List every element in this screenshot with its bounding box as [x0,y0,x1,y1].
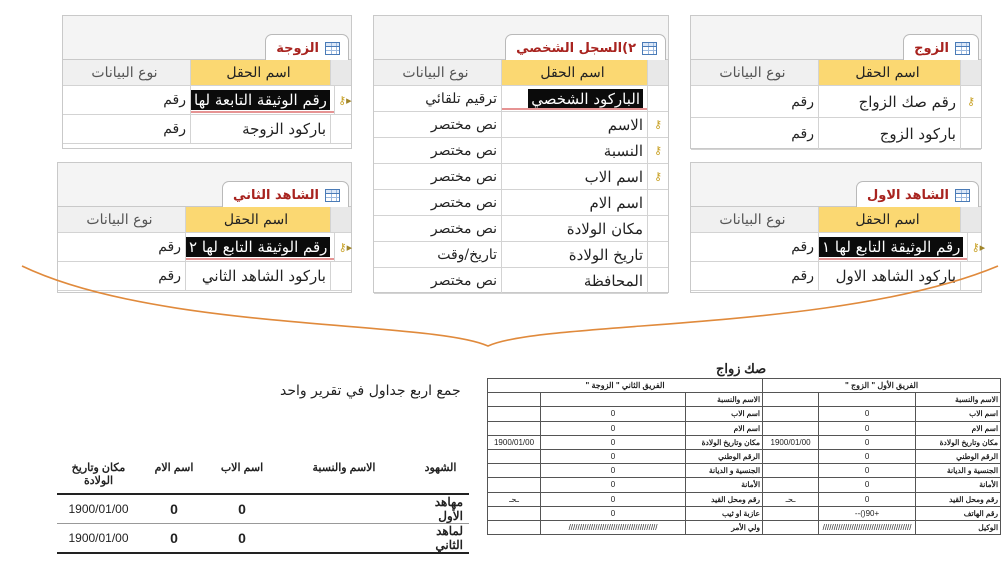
table-row [488,520,1001,534]
party1-extra [763,506,819,520]
table-row[interactable] [691,233,986,262]
row-selector[interactable]: ⚷ ▸ [338,240,353,254]
witness-label: مهاهد الأول [412,494,469,524]
design-grid [374,60,668,292]
tab-bar [374,16,668,60]
certificate-header-row [488,379,1001,393]
party2-extra [488,449,541,463]
row-selector[interactable] [648,216,668,241]
party2-value: 0 [541,407,686,421]
data-type-cell[interactable]: رقم [63,86,191,114]
table-row [488,435,1001,449]
field-name-cell[interactable]: الاسم [502,112,648,137]
grid-header [63,60,351,86]
row-selector[interactable] [648,112,668,137]
design-grid [691,207,986,292]
caption-text: جمع اربع جداول في تقرير واحد [280,383,461,399]
party1-extra [763,449,819,463]
design-grid [58,207,351,292]
table-panel-personal-record [373,15,669,293]
key-icon: ⚷ [653,118,663,131]
party1-label: رقم الهاتف [916,506,1001,520]
field-name-cell[interactable]: رقم صك الزواج [819,86,961,117]
tab-personal-record[interactable] [505,34,666,61]
party1-extra [763,464,819,478]
party2-label: ولي الأمر [686,520,763,534]
row-selector-header [331,60,351,85]
field-name-cell[interactable]: النسبة [502,138,648,163]
party1-label: الاسم والنسبة [916,393,1001,407]
table-row[interactable] [374,216,668,242]
party1-extra [763,407,819,421]
party2-extra [488,421,541,435]
party2-extra [488,407,541,421]
header-field-name: اسم الحقل [819,60,961,85]
data-type-cell[interactable]: تاريخ/وقت [374,242,502,267]
party1-value: 0 [819,421,916,435]
key-icon: ⚷ [653,170,663,183]
row-selector-header [961,207,981,232]
party1-value: +90()-- [819,506,916,520]
row-selector-header [331,207,351,232]
witness-label: لماهد الثاني [412,524,469,554]
table-row[interactable] [691,86,981,118]
party1-extra [763,478,819,492]
primary-key-icon: ⚷ [338,240,347,254]
party1-extra [763,393,819,407]
party2-extra: 1900/01/00 [488,435,541,449]
grid-header [691,60,981,86]
row-selector[interactable] [648,190,668,215]
field-name-cell[interactable]: باركود الشاهد الثاني [186,262,331,290]
row-selector[interactable] [648,164,668,189]
party1-label: الجنسية و الديانة [916,464,1001,478]
table-icon [325,42,340,55]
name-cell [276,494,412,524]
party1-label: رقم ومحل القيد [916,492,1001,506]
party2-value: 0 [541,449,686,463]
data-type-cell[interactable]: رقم [691,118,819,149]
father-cell: 0 [208,494,276,524]
table-row[interactable] [374,268,668,294]
header-data-type: نوع البيانات [691,207,819,232]
row-selector[interactable] [648,268,668,293]
design-grid [691,60,981,148]
party2-extra [488,393,541,407]
party2-label: اسم الاب [686,407,763,421]
party1-label: مكان وتاريخ الولادة [916,435,1001,449]
header-field-name: اسم الحقل [186,207,331,232]
party2-value [541,393,686,407]
column-header: الاسم والنسبة [276,458,412,494]
tab-witness1[interactable] [856,181,979,208]
table-row[interactable] [374,164,668,190]
party1-value: //////////////////////////////////////// [819,520,916,534]
mother-cell: 0 [140,494,208,524]
party1-label: اسم الام [916,421,1001,435]
primary-key-icon: ⚷ [966,95,976,108]
report-header-row [57,458,469,494]
field-name-cell[interactable] [502,86,648,111]
data-type-cell[interactable]: رقم [691,233,819,261]
row-selector-header [648,60,668,85]
party2-value: 0 [541,421,686,435]
grid-header [58,207,351,233]
tab-bar [691,16,981,60]
tab-bar [58,163,351,207]
data-type-cell[interactable]: نص مختصر [374,190,502,215]
field-name-cell[interactable]: مكان الولادة [502,216,648,241]
selected-text: رقم الوثيقة التابع لها ١ [819,237,963,257]
header-field-name: اسم الحقل [191,60,331,85]
party2-value: 0 [541,435,686,449]
father-cell: 0 [208,524,276,554]
tab-label: الزوج [914,40,949,56]
header-data-type: نوع البيانات [691,60,819,85]
tab-label: الشاهد الاول [867,187,949,203]
party2-value: 0 [541,492,686,506]
party1-value: 0 [819,492,916,506]
party2-extra [488,464,541,478]
table-panel-wife [62,15,352,149]
party1-value: 0 [819,435,916,449]
party2-label: اسم الام [686,421,763,435]
field-name-cell[interactable]: اسم الام [502,190,648,215]
table-row [488,506,1001,520]
table-row [488,421,1001,435]
row-selector[interactable] [648,86,668,111]
table-row [488,449,1001,463]
data-type-cell[interactable]: نص مختصر [374,138,502,163]
table-row[interactable] [63,115,351,144]
grid-header [691,207,981,233]
table-row [488,464,1001,478]
grid-header [374,60,668,86]
header-data-type: نوع البيانات [374,60,502,85]
selected-text: الباركود الشخصي [528,89,643,109]
field-name-cell[interactable]: باركود الشاهد الاول [819,262,961,290]
party1-extra [763,520,819,534]
table-row [488,393,1001,407]
row-selector[interactable] [331,115,351,143]
data-type-cell[interactable]: نص مختصر [374,112,502,137]
party2-label: الجنسية و الديانة [686,464,763,478]
field-name-cell[interactable] [186,233,335,261]
data-type-cell[interactable]: ترقيم تلقائي [374,86,502,111]
party2-value: 0 [541,506,686,520]
party1-label: الوكيل [916,520,1001,534]
data-type-cell[interactable]: رقم [58,262,186,290]
key-icon: ⚷ [653,144,663,157]
tab-bar [691,163,981,207]
party2-label: الرقم الوطني [686,449,763,463]
data-type-cell[interactable]: نص مختصر [374,216,502,241]
party1-label: الأمانة [916,478,1001,492]
party2-value: 0 [541,464,686,478]
party2-label: رقم ومحل القيد [686,492,763,506]
table-row[interactable] [691,262,981,291]
party2-label: الأمانة [686,478,763,492]
table-icon [955,189,970,202]
witness-report-table [57,458,469,554]
tab-wife[interactable] [265,34,349,61]
party1-value: 0 [819,449,916,463]
row-selector[interactable] [961,86,981,117]
table-row[interactable] [58,262,351,291]
party1-value: 0 [819,464,916,478]
data-type-cell[interactable]: نص مختصر [374,164,502,189]
table-row[interactable] [374,86,668,112]
name-cell [276,524,412,554]
table-row[interactable] [374,190,668,216]
column-header: اسم الاب [208,458,276,494]
data-type-cell[interactable]: نص مختصر [374,268,502,293]
tab-husband[interactable] [903,34,979,61]
header-data-type: نوع البيانات [63,60,191,85]
row-selector[interactable] [648,138,668,163]
field-name-cell[interactable]: باركود الزوج [819,118,961,149]
party1-label: الرقم الوطني [916,449,1001,463]
data-type-cell[interactable]: رقم [58,233,186,261]
field-name-cell[interactable] [819,233,968,261]
party1-header: الفريق الأول " الزوج " [763,379,1001,393]
header-data-type: نوع البيانات [58,207,186,232]
party2-extra [488,520,541,534]
birth-cell: 1900/01/00 [57,524,140,554]
column-header: مكان وتاريخ الولادة [57,458,140,494]
table-panel-witness1 [690,162,986,293]
certificate-title: صك زواج [716,361,767,376]
row-selector[interactable] [648,242,668,267]
certificate-table [487,378,1001,535]
column-header: الشهود [412,458,469,494]
table-row[interactable] [374,138,668,164]
party2-label: الاسم والنسبة [686,393,763,407]
primary-key-icon: ⚷ [971,240,980,254]
data-type-cell[interactable]: رقم [691,86,819,117]
field-name-cell[interactable]: المحافظة [502,268,648,293]
party1-value: 0 [819,478,916,492]
selected-text: رقم الوثيقة التابع لها ٢ [186,237,330,257]
header-field-name: اسم الحقل [502,60,648,85]
tab-label: الزوجة [276,40,319,56]
table-row[interactable] [374,112,668,138]
party2-extra [488,478,541,492]
selected-text: رقم الوثيقة التابعة لها [191,90,330,110]
party2-label: عازبة او ثيب [686,506,763,520]
field-name-cell[interactable]: اسم الاب [502,164,648,189]
table-icon [642,42,657,55]
party1-value [819,393,916,407]
party1-value: 0 [819,407,916,421]
row-selector[interactable] [331,262,351,290]
design-grid [63,60,351,148]
table-row[interactable] [691,118,981,150]
field-name-cell[interactable] [191,86,335,114]
party2-extra [488,506,541,520]
tab-witness2[interactable] [222,181,349,208]
tab-bar [63,16,351,60]
primary-key-icon: ⚷ [338,93,347,107]
data-type-cell[interactable]: رقم [63,115,191,143]
row-selector[interactable]: ⚷ ▸ [338,93,352,107]
party2-header: الفريق الثاني " الزوجة " [488,379,763,393]
party1-extra [763,421,819,435]
table-panel-witness2 [57,162,352,293]
data-type-cell[interactable]: رقم [691,262,819,290]
table-icon [955,42,970,55]
table-row [488,407,1001,421]
party1-extra: 1900/01/00 [763,435,819,449]
table-icon [325,189,340,202]
mother-cell: 0 [140,524,208,554]
table-row [57,524,469,554]
table-row[interactable] [63,86,351,115]
table-row [488,492,1001,506]
row-selector-header [961,60,981,85]
party2-label: مكان وتاريخ الولادة [686,435,763,449]
party1-label: اسم الاب [916,407,1001,421]
row-selector[interactable] [961,262,981,290]
party1-extra: ـحـ [763,492,819,506]
field-name-cell[interactable]: باركود الزوجة [191,115,331,143]
table-row [57,494,469,524]
table-row [488,478,1001,492]
header-field-name: اسم الحقل [819,207,961,232]
table-row[interactable] [374,242,668,268]
tab-label: الشاهد الثاني [232,187,319,203]
table-row[interactable] [58,233,351,262]
row-selector[interactable] [961,118,981,149]
tab-label: ٢)السجل الشخصي [516,40,636,56]
field-name-cell[interactable]: تاريخ الولادة [502,242,648,267]
table-panel-husband [690,15,982,149]
party2-value: 0 [541,478,686,492]
column-header: اسم الام [140,458,208,494]
party2-extra: ـحـ [488,492,541,506]
birth-cell: 1900/01/00 [57,494,140,524]
row-selector[interactable]: ⚷ ▸ [971,240,986,254]
party2-value: //////////////////////////////////////// [541,520,686,534]
